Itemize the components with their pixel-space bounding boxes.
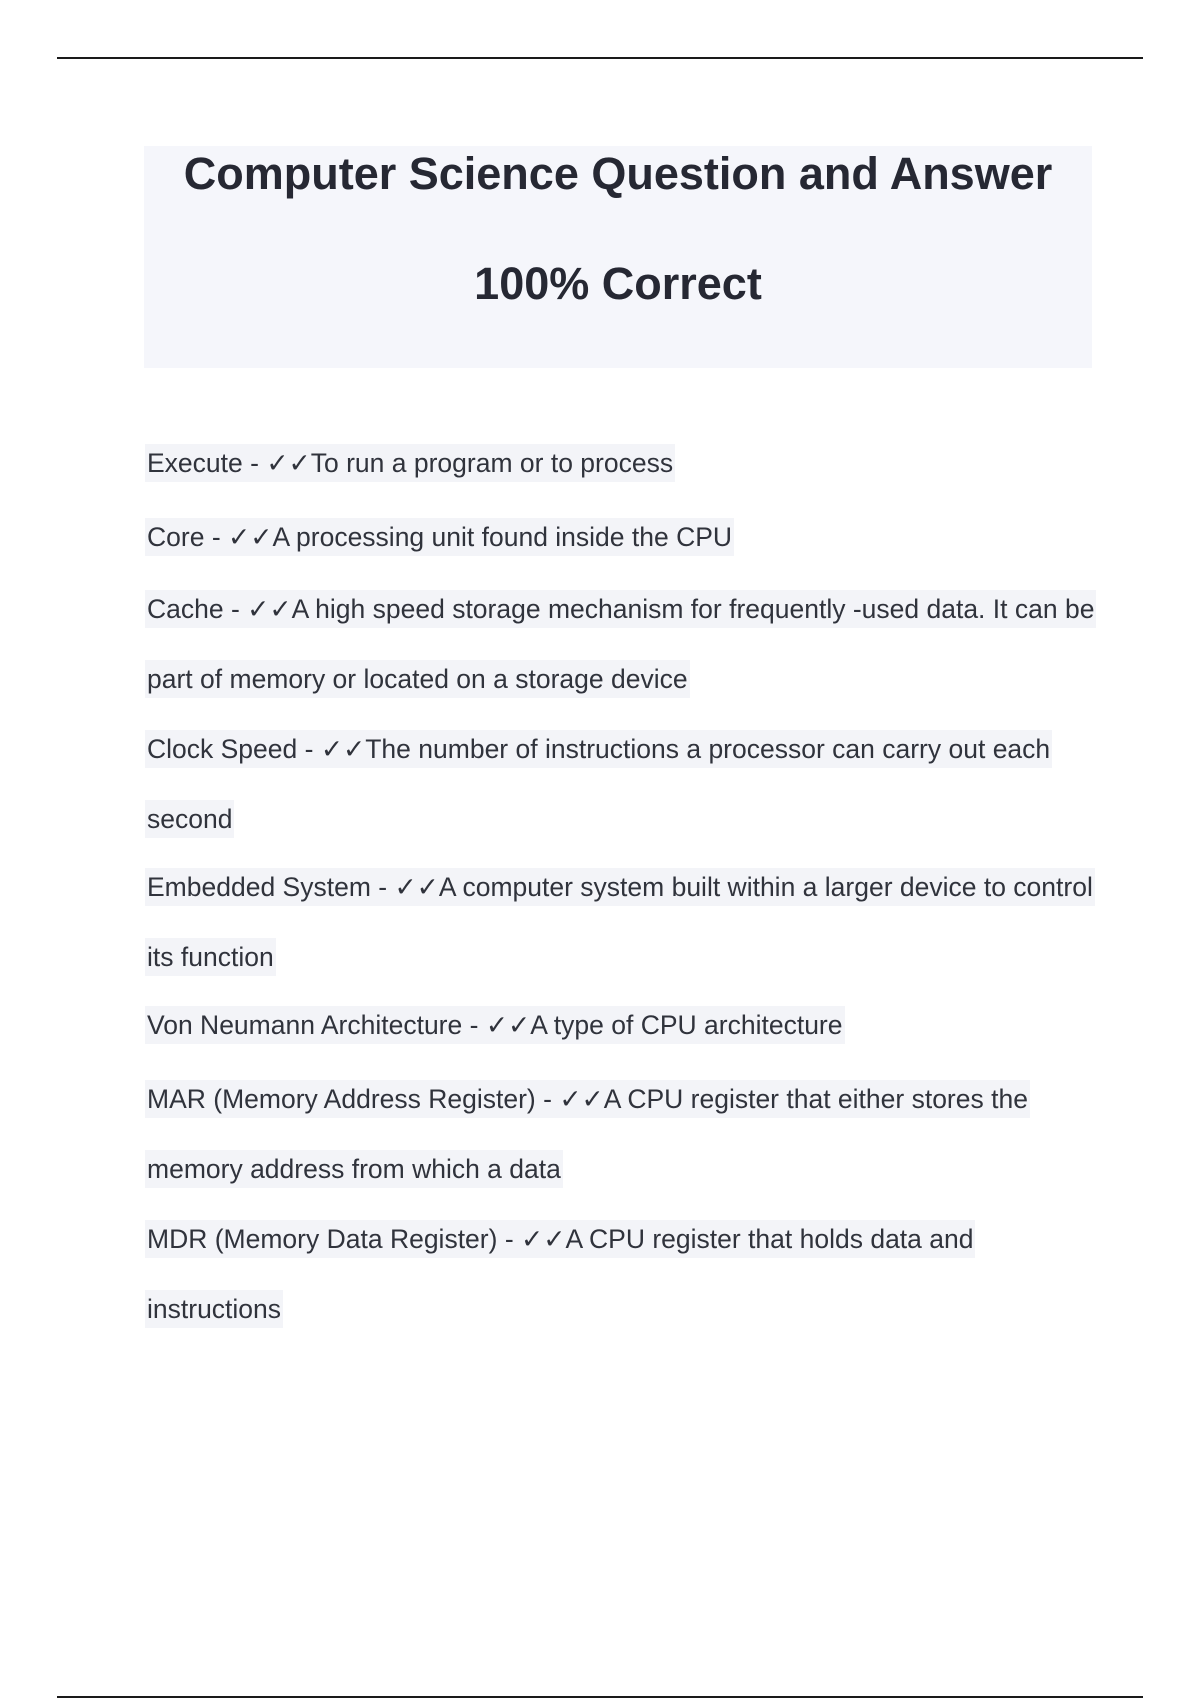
- qa-definition: A CPU register that holds data and instructions: [147, 1224, 974, 1324]
- check-icon: ✓✓: [247, 594, 292, 624]
- qa-list: [145, 428, 1095, 1344]
- qa-definition: A CPU register that either stores the memory address from which a data: [147, 1084, 1028, 1184]
- qa-item-von-neumann: [145, 990, 1095, 1060]
- qa-item-mdr: [145, 1204, 1095, 1344]
- qa-definition: To run a program or to process: [310, 448, 674, 478]
- qa-definition: A high speed storage mechanism for frequently -used data. It can be part of memory or located on a storage device: [147, 594, 1095, 694]
- qa-term: MAR (Memory Address Register): [147, 1084, 536, 1114]
- qa-term: Clock Speed: [147, 734, 298, 764]
- check-icon: ✓✓: [228, 522, 273, 552]
- check-icon: ✓✓: [394, 872, 439, 902]
- qa-item-clock-speed: [145, 714, 1095, 854]
- qa-separator: -: [370, 872, 395, 902]
- check-icon: ✓✓: [320, 734, 366, 764]
- qa-separator: -: [297, 734, 321, 764]
- qa-definition: A processing unit found inside the CPU: [272, 522, 733, 552]
- bottom-rule: [57, 1696, 1143, 1698]
- qa-definition: The number of instructions a processor can carry out each second: [147, 734, 1051, 834]
- top-rule: [57, 57, 1143, 59]
- qa-term: Von Neumann Architecture: [147, 1010, 463, 1040]
- qa-separator: -: [242, 448, 267, 478]
- qa-separator: -: [462, 1010, 486, 1040]
- qa-separator: -: [223, 594, 248, 624]
- qa-term: Core: [147, 522, 205, 552]
- qa-term: Embedded System: [147, 872, 371, 902]
- check-icon: ✓✓: [485, 1010, 531, 1040]
- qa-separator: -: [204, 522, 229, 552]
- qa-item-embedded-system: [145, 852, 1095, 992]
- check-icon: ✓✓: [266, 448, 311, 478]
- check-icon: ✓✓: [559, 1084, 604, 1114]
- qa-item-execute: [145, 428, 1095, 498]
- title-block: [144, 146, 1092, 368]
- qa-separator: -: [535, 1084, 560, 1114]
- qa-definition: A type of CPU architecture: [530, 1010, 843, 1040]
- qa-term: MDR (Memory Data Register): [147, 1224, 498, 1254]
- qa-term: Cache: [147, 594, 224, 624]
- qa-term: Execute: [147, 448, 243, 478]
- qa-item-cache: [145, 574, 1095, 714]
- check-icon: ✓✓: [521, 1224, 566, 1254]
- document-subtitle: 100% Correct: [474, 258, 762, 309]
- qa-separator: -: [497, 1224, 522, 1254]
- qa-definition: A computer system built within a larger device to control its function: [147, 872, 1093, 972]
- qa-item-mar: [145, 1064, 1095, 1204]
- qa-item-core: [145, 502, 1095, 572]
- document-title: Computer Science Question and Answer: [183, 148, 1053, 199]
